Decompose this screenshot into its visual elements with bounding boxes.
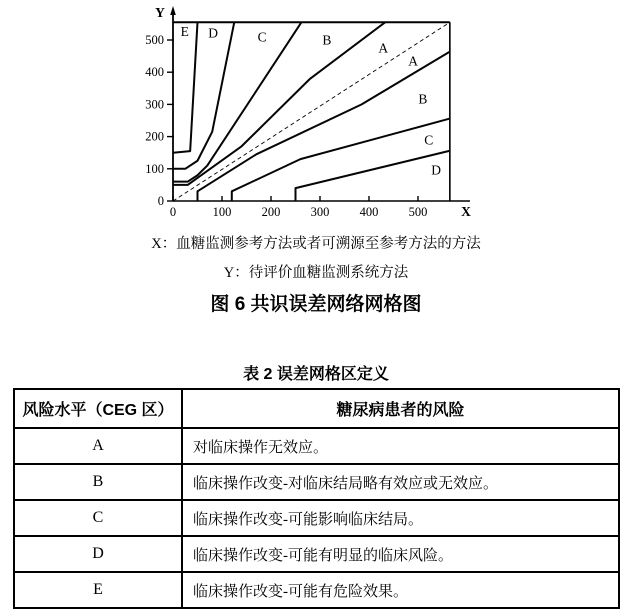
risk-zone-cell: C [14,500,182,536]
table-row [14,428,619,464]
x-tick-label: 500 [408,205,428,219]
y-tick-label: 0 [157,194,164,208]
y-axis-title: Y [155,5,165,20]
y-tick-label: 400 [145,65,164,80]
consensus-error-grid-chart [0,0,632,228]
risk-description-cell: 对临床操作无效应。 [182,428,619,464]
ceg-table-body [14,428,619,608]
table-title: 表 2 误差网格区定义 [243,366,389,383]
y-axis-caption: Y：待评价血糖监测系统方法 [223,265,409,281]
zone-boundary-BC-lower [232,119,450,201]
risk-description-cell: 临床操作改变-对临床结局略有效应或无效应。 [182,464,619,500]
zone-boundary-CD-upper [173,22,234,169]
risk-description-cell: 临床操作改变-可能有明显的临床风险。 [182,536,619,572]
zone-label-D-1: D [208,25,219,41]
zone-label-C-2: C [257,29,267,45]
x-tick-label: 200 [261,205,281,219]
table-row [14,572,619,608]
x-tick-label: 400 [359,205,379,219]
table-row [14,500,619,536]
x-axis-title: X [461,204,471,219]
table-row [14,464,619,500]
error-grid-definition-table [13,388,620,609]
zone-label-B-3: B [322,32,332,48]
table-row [14,536,619,572]
risk-zone-cell: E [14,572,182,608]
risk-description-cell: 临床操作改变-可能影响临床结局。 [182,500,619,536]
header-risk-level: 风险水平（CEG 区） [14,389,182,428]
risk-description-cell: 临床操作改变-可能有危险效果。 [182,572,619,608]
zone-boundary-AB-lower [198,52,450,201]
x-tick-label: 300 [310,205,330,219]
y-tick-label: 500 [145,33,164,47]
zone-boundary-DE-upper [173,22,198,152]
identity-line [173,22,450,201]
y-axis-arrow-icon [170,6,176,15]
x-tick-label: 0 [169,205,177,219]
x-axis-caption: X：血糖监测参考方法或者可溯源至参考方法的方法 [151,236,481,252]
zone-label-A-5: A [408,53,418,69]
zone-label-C-7: C [424,132,434,148]
y-tick-label: 200 [145,129,164,144]
figure-title: 图 6 共识误差网络网格图 [210,294,422,315]
zone-label-E-0: E [180,24,189,40]
risk-zone-cell: B [14,464,182,500]
zone-label-A-4: A [378,40,389,56]
risk-zone-cell: D [14,536,182,572]
zone-label-D-8: D [431,162,442,178]
x-tick-label: 100 [212,205,232,219]
table-header-row [14,389,619,428]
zone-boundary-CD-lower [296,151,450,201]
risk-zone-cell: A [14,428,182,464]
y-tick-label: 100 [145,161,164,176]
zone-label-B-6: B [418,91,428,107]
y-tick-label: 300 [145,97,164,112]
zone-boundary-AB-upper [173,22,385,185]
header-patient-risk: 糖尿病患者的风险 [182,389,619,428]
